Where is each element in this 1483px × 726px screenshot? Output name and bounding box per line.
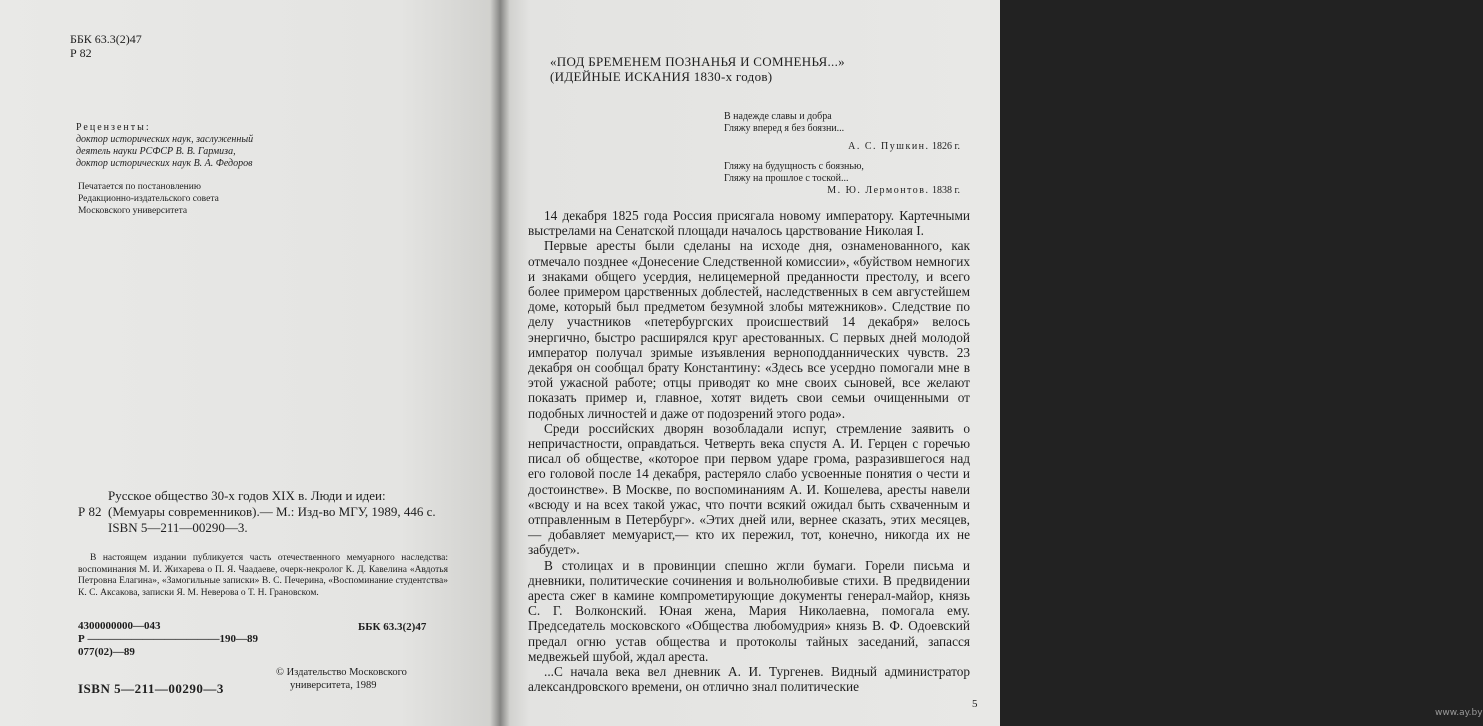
isbn: ISBN 5—211—00290—3 [78,681,224,696]
epigraph-author: М. Ю. Лермонтов. [827,185,930,196]
reviewer-line: доктор исторических наук В. А. Федоров [76,158,253,169]
catalog-line: (Мемуары современников).— М.: Изд-во МГУ, 1989, 446 с. [108,504,436,519]
epigraph-attribution [724,141,960,153]
printed-by-line: Редакционно-издательского совета [78,194,219,204]
paragraph: ...С начала века вел дневник А. И. Тургенев. Видный администратор александровского времени, он отлично знал политические [528,664,970,695]
right-page [500,0,1483,726]
epigraph-line: Гляжу на прошлое с тоской... [724,173,849,184]
classification-codes [78,620,258,659]
epigraph-attribution [724,185,960,197]
bbk-bottom: ББК 63.3(2)47 [358,621,427,633]
watermark: www.ay.by [1435,708,1483,718]
epigraph-year: 1826 г. [932,141,960,152]
book-gutter [490,0,510,726]
printed-by-block [78,181,219,217]
author-mark: Р 82 [70,46,92,60]
copyright-line: © Издательство Московского [276,667,407,678]
epigraph-block [724,111,960,197]
epigraph-line: В надежде славы и добра [724,111,832,122]
code-line: 4300000000—043 [78,620,161,632]
reviewer-line: деятель науки РСФСР В. В. Гармиза, [76,146,236,157]
paragraph: В столицах и в провинции спешно жгли бумаги. Горели письма и дневники, политические сочинения и вольнолюбивые стихи. В предвидении ареста сжег в камине компрометирующие документы генерал-майор, князь С. Г. Волконский. Юная жена, Мария Николаевна, помогала ему. Председатель московского «Общества любомудрия» князь В. Ф. Одоевский предал огню устав общества и протоколы тайных заседаний, запасся медвежьей шубой, ждал ареста. [528,557,970,664]
code-line: Р ————————————190—89 [78,633,258,645]
edition-notes: В настоящем издании публикуется часть отечественного мемуарного наследства: воспоминания М. И. Жихарева о П. Я. Чаадаеве, очерк-некролог К. Д. Кавелина «Авдотья Петровна Елагина», «Замогильные записки» В. С. Печерина, «Воспоминание студентства» К. С. Аксакова, записки Я. М. Неверова о Т. Н. Грановском. [78,553,448,598]
page-number: 5 [972,698,978,710]
chapter-title [550,54,845,84]
printed-by-line: Печатается по постановлению [78,182,201,192]
catalog-mark: Р 82 [78,504,102,519]
paragraph: Первые аресты были сделаны на исходе дня, ознаменованного, как отмечало позднее «Донесение Следственной комиссии», «буйством немногих и знаками общего усердия, нелицемерной преданности престолу, и всего более примером царственных доблестей, наследственных в сем августейшем доме, который был предметом безумной злобы мятежников». Следствие по делу участников «петербургских происшествий 14 декабря» велось энергично, быстро расширялся круг арестованных. С первых дней молодой император получал зримые изъявления верноподданнических чувств. 23 декабря он сообщал брату Константину: «Здесь все усердно помогали мне в этой ужасной работе; отцы приводят ко мне своих сыновей, все желают показать пример и, главное, хотят видеть свои семьи очищенными от подобных личностей и даже от подозрений этого рода». [528,238,970,421]
epigraph-year: 1838 г. [932,185,960,196]
epigraph-line: Гляжу вперед я без боязни... [724,123,845,134]
reviewer-line: доктор исторических наук, заслуженный [76,134,254,145]
printed-by-line: Московского университета [78,206,188,216]
copyright [276,666,407,692]
catalog-title-line: Русское общество 30-х годов XIX в. Люди и идеи: [108,488,386,503]
bbk-header [70,32,142,60]
paragraph: 14 декабря 1825 года Россия присягала новому императору. Картечными выстрелами на Сенатской площади началось царствование Николая I. [528,208,970,239]
chapter-title-line: «ПОД БРЕМЕНЕМ ПОЗНАНЬЯ И СОМНЕНЬЯ...» [550,54,845,69]
catalog-isbn: ISBN 5—211—00290—3. [108,520,248,535]
epigraph-line: Гляжу на будущность с боязнью, [724,161,864,172]
epigraph-author: А. С. Пушкин. [848,141,930,152]
catalog-entry [78,488,458,536]
chapter-subtitle: (ИДЕЙНЫЕ ИСКАНИЯ 1830-х годов) [550,69,773,84]
reviewers-block [76,122,253,170]
left-page [0,0,500,726]
paragraph: Среди российских дворян возобладали испуг, стремление заявить о непричастности, оправдаться. Четверть века спустя А. И. Герцен с горечью писал об обществе, «которое при первом ударе грома, разразившегося над его головой после 14 декабря, растеряло слабо усвоенные понятия о чести и достоинстве». В Москве, по воспоминаниям А. И. Кошелева, аресты навели «всюду и на всех такой ужас, что почти всякий ожидал быть схваченным и отправленным в Петербург». «Этих дней или, вернее сказать, этих месяцев,— добавляет мемуарист,— кто их пережил, тот, конечно, никогда их не забудет». [528,420,970,558]
reviewers-heading: Рецензенты: [76,122,151,133]
code-line: 077(02)—89 [78,646,135,658]
body-text [528,208,970,695]
copyright-line: университета, 1989 [290,680,377,691]
bbk-code: ББК 63.3(2)47 [70,32,142,46]
